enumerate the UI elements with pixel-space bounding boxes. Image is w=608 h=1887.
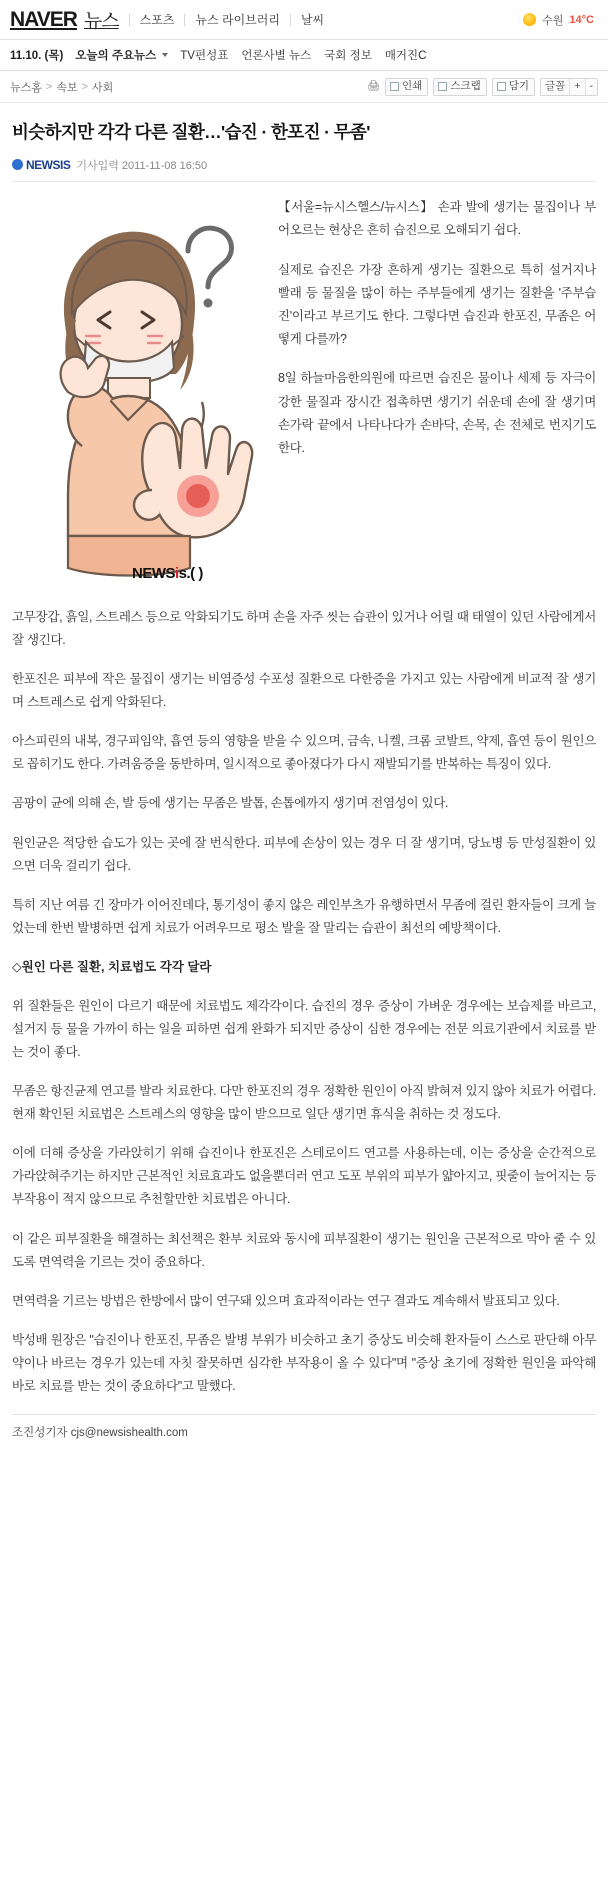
article-paragraph: 실제로 습진은 가장 흔하게 생기는 질환으로 특히 설거지나 빨래 등 물질을 많이 하는 주부들에게 생기는 질환을 '주부습진'이라고 부르기도 한다. 그렇다면 습진과 한포진, 무좀은 어떻게 다를까? <box>278 262 596 347</box>
subnav-link-assembly-info[interactable]: 국회 정보 <box>324 50 372 62</box>
save-label: 담기 <box>508 80 530 92</box>
breadcrumb-item-society[interactable]: 사회 <box>92 82 114 94</box>
article-paragraph: 아스피린의 내복, 경구피임약, 흡연 등의 영향을 받을 수 있으며, 금속, 니켈, 크롬 코발트, 약제, 흡연 등이 원인으로 꼽히기도 한다. 가려움증을 동반하며, 일시적으로 좋아졌다가 다시 재발되기를 반복하는 특징이 있다. <box>12 734 596 772</box>
divider <box>129 14 130 26</box>
weather-location: 수원 <box>542 14 564 27</box>
print-label: 인쇄 <box>402 80 423 92</box>
scrap-label: 스크랩 <box>450 80 481 92</box>
article-paragraph: 위 질환들은 원인이 다르기 때문에 치료법도 제각각이다. 습진의 경우 증상이 가벼운 경우에는 보습제를 바르고, 설거지 등 물을 가까이 하는 일을 피하면 쉽게 완화가 되지만 증상이 심한 경우에는 전문 의료기관에서 치료를 받는 것이 좋다. <box>12 998 596 1059</box>
publish-timestamp: 기사입력 2011-11-08 16:50 <box>76 159 208 172</box>
print-button[interactable] <box>385 78 428 96</box>
gnb-link-sports[interactable]: 스포츠 <box>139 13 175 27</box>
page-title: 비슷하지만 각각 다른 질환…'습진 · 한포진 · 무좀' <box>12 122 370 142</box>
press-name: NEWSIS <box>26 157 71 172</box>
sun-icon <box>523 13 536 26</box>
newsis-mark-icon <box>12 159 23 170</box>
article-paragraph: 고무장갑, 흙일, 스트레스 등으로 악화되기도 하며 손을 자주 씻는 습관이 있거나 어릴 때 태열이 있던 사람에게서 잘 생긴다. <box>12 609 596 647</box>
gnb-link-weather[interactable]: 날씨 <box>300 13 325 27</box>
article-paragraph: 박성배 원장은 "습진이나 한포진, 무좀은 발병 부위가 비슷하고 초기 증상도 비슷해 환자들이 스스로 판단해 아무 약이나 바르는 경우가 있는데 자칫 잘못하면 심각한 부작용이 올 수 있다"며 "증상 초기에 정확한 원인을 파악해 바로 치료를 받는 것이 중요하다"고 말했다. <box>12 1332 596 1394</box>
cartoon-woman-hands-illustration <box>12 196 264 596</box>
global-nav-bar <box>0 0 608 40</box>
subnav-link-magazine-c[interactable]: 매거진C <box>384 50 427 62</box>
breadcrumb-separator: > <box>45 81 53 93</box>
breadcrumb-separator: > <box>81 81 89 93</box>
article-paragraph: 이 같은 피부질환을 해결하는 최선책은 환부 치료와 동시에 피부질환이 생기는 원인을 근본적으로 막아 줄 수 있도록 면역력을 기르는 것이 중요하다. <box>12 1231 596 1269</box>
article-paragraph: 한포진은 피부에 작은 물집이 생기는 비염증성 수포성 질환으로 다한증을 가지고 있는 사람에게 비교적 잘 생기며 스트레스로 쉽게 악화된다. <box>12 671 596 709</box>
divider <box>184 14 185 26</box>
news-service-link[interactable]: 뉴스 <box>83 11 119 32</box>
printer-icon[interactable]: 🖨 <box>367 81 381 92</box>
breadcrumb-item-breaking[interactable]: 속보 <box>56 82 78 94</box>
scrap-icon <box>438 82 447 91</box>
article-paragraph: 무좀은 항진균제 연고를 발라 치료한다. 다만 한포진의 경우 정확한 원인이 아직 밝혀져 있지 않아 치료가 어렵다. 현재 확인된 치료법은 스트레스의 영향을 많이 받으므로 일단 생기면 휴식을 취하는 것 정도다. <box>12 1083 596 1121</box>
article-paragraph: 8일 하늘마음한의원에 따르면 습진은 물이나 세제 등 자극이 강한 물질과 장시간 접촉하면 생기기 쉬운데 손에 잘 생기며 손가락 끝에서 나타나다가 손바닥, 손목, 손 전체로 번지기도 한다. <box>278 371 596 455</box>
chevron-down-icon[interactable] <box>162 53 168 57</box>
font-decrease-button[interactable]: - <box>589 80 593 92</box>
today-date: 11.10. (목) <box>10 50 64 62</box>
article-paragraph: 이에 더해 증상을 가라앉히기 위해 습진이나 한포진은 스테로이드 연고를 사용하는데, 이는 증상을 순간적으로 가라앉혀주기는 하지만 근본적인 치료효과도 없을뿐더러 연고 도포 부위의 피부가 얇아지고, 핏줄이 늘어지는 등 부작용이 적지 않으므로 추천할만한 치료법은 아니다. <box>12 1146 596 1207</box>
font-increase-button[interactable]: + <box>570 79 585 95</box>
byline <box>12 157 596 182</box>
hot-news-link[interactable]: 오늘의 주요뉴스 <box>75 50 157 62</box>
article-paragraph: 【서울=뉴시스헬스/뉴시스】 손과 발에 생기는 물집이나 부어오르는 현상은 흔히 습진으로 오해되기 쉽다. <box>278 199 596 237</box>
breadcrumb-item-home[interactable]: 뉴스홈 <box>10 82 42 94</box>
article-subheading: ◇원인 다른 질환, 치료법도 각각 달라 <box>12 960 212 974</box>
weather-widget[interactable] <box>523 12 598 28</box>
print-icon <box>390 82 399 91</box>
article-paragraph: 곰팡이 균에 의해 손, 발 등에 생기는 무좀은 발톱, 손톱에까지 생기며 전염성이 있다. <box>12 796 449 811</box>
subnav-link-tv-schedule[interactable]: TV편성표 <box>180 50 229 62</box>
subnav-link-press-news[interactable]: 언론사별 뉴스 <box>241 50 312 62</box>
font-size-control[interactable] <box>540 78 598 96</box>
naver-logo[interactable]: NAVER <box>10 7 77 31</box>
article-paragraph: 특히 지난 여름 긴 장마가 이어진데다, 통기성이 좋지 않은 레인부츠가 유행하면서 무좀에 걸린 환자들이 크게 늘었는데 한번 발병하면 쉽게 치료가 어려우므로 평소 발을 잘 말리는 습관이 최선의 예방책이다. <box>12 897 596 935</box>
save-button[interactable] <box>492 78 535 96</box>
font-label: 글꼴 <box>541 79 570 95</box>
scrap-button[interactable] <box>433 78 486 96</box>
article-footer-byline: 조진성기자 cjs@newsishealth.com <box>12 1414 596 1454</box>
article-illustration <box>12 196 264 596</box>
divider <box>290 14 291 26</box>
press-logo[interactable] <box>12 158 70 172</box>
gnb-link-news-library[interactable]: 뉴스 라이브러리 <box>195 13 280 27</box>
sub-nav-bar <box>0 40 608 71</box>
image-watermark: NEWSis.( ) <box>132 564 203 582</box>
article-body <box>0 103 608 1398</box>
article-paragraph: 원인균은 적당한 습도가 있는 곳에 잘 번식한다. 피부에 손상이 있는 경우 더 잘 생기며, 당뇨병 등 만성질환이 있으면 더욱 걸리기 쉽다. <box>12 835 596 873</box>
article-paragraph: 면역력을 기르는 방법은 한방에서 많이 연구돼 있으며 효과적이라는 연구 결과도 계속해서 발표되고 있다. <box>12 1293 560 1308</box>
breadcrumb <box>0 71 608 103</box>
weather-temperature: 14°C <box>569 13 594 26</box>
save-icon <box>497 82 506 91</box>
article-tools <box>367 78 598 96</box>
